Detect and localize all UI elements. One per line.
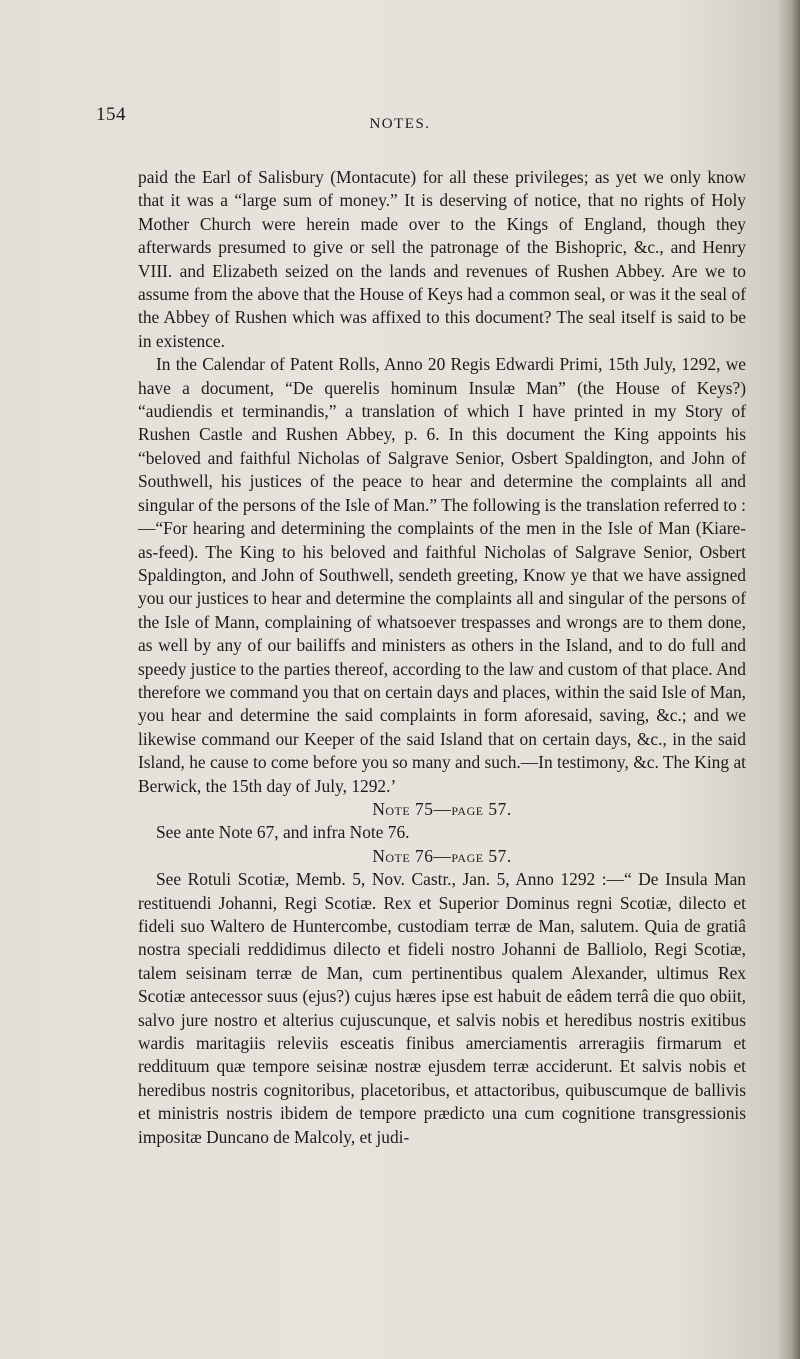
note-76-text: See Rotuli Scotiæ, Memb. 5, Nov. Castr., Jan. 5, Anno 1292 :—“ De Insula Man restituendi Johanni, Regi Scotiæ. Rex et Superior Dominus regni Scotiæ, dilecto et fideli suo Waltero de Huntercombe, custodiam terræ de Man, salutem. Quia de gratiâ nostra speciali reddidimus dilecto et fideli nostro Johanni de Balliolo, Regi Scotiæ, talem seisinam terræ de Man, cum pertinentibus qualem Alexander, ultimus Rex Scotiæ antecessor suus (ejus?) cujus hæres ipse est habuit de eâdem terrâ die quo obiit, salvo jure nostro et alterius cujuscunque, et salvis nobis et heredibus nostris exitibus wardis maritagiis releviis esceatis finibus amerciamentis arreragiis firmarum et reddituum quæ tempore seisinæ nostræ ejusdem terræ acciderunt. Et salvis nobis et heredibus nostris cognitoribus, placetoribus, et attactoribus, quibuscumque de ballivis et ministris nostris ibidem de tempore prædicto una cum cognitione transgressionis impositæ Duncano de Malcoly, et judi- [138, 869, 746, 1147]
body-text [138, 166, 746, 1149]
running-head: NOTES. [369, 116, 431, 132]
page-number: 154 [96, 104, 126, 125]
page-edge-shadow [778, 0, 800, 1359]
note-75-heading: Note 75—page 57. [372, 798, 512, 819]
paragraph-continuation: paid the Earl of Salisbury (Montacute) for all these privileges; as yet we only know that it was a “large sum of money.” It is deserving of notice, that no rights of Holy Mother Church were herein made over to the Kings of England, though they afterwards presumed to give or sell the patronage of the Bishopric, &c., and Henry VIII. and Elizabeth seized on the lands and revenues of Rushen Abbey. Are we to assume from the above that the House of Keys had a common seal, or was it the seal of the Abbey of Rushen which was affixed to this document? The seal itself is said to be in existence. [138, 167, 746, 351]
note-76-heading: Note 76—page 57. [372, 845, 512, 866]
paragraph-patent-rolls: In the Calendar of Patent Rolls, Anno 20 Regis Edwardi Primi, 15th July, 1292, we have a document, “De querelis hominum Insulæ Man” (the House of Keys?) “audiendis et terminandis,” a translation of which I have printed in my Story of Rushen Castle and Rushen Abbey, p. 6. In this document the King appoints his “beloved and faithful Nicholas of Salgrave Senior, Osbert Spaldington, and John of Southwell, his justices of the peace to hear and determine the complaints all and singular of the persons of the Isle of Man.” The following is the translation referred to :—“For hearing and determining the complaints of the men in the Isle of Man (Kiare-as-feed). The King to his beloved and faithful Nicholas of Salgrave Senior, Osbert Spaldington, and John of Southwell, sendeth greeting, Know ye that we have assigned you our justices to hear and determine the complaints all and singular of the persons of the Isle of Mann, complaining of whatsoever trespasses and wrongs are to them done, as well by any of our bailiffs and ministers as others in the Island, and to do full and speedy justice to the parties thereof, according to the law and custom of that place. And therefore we command you that on certain days and places, within the said Isle of Man, you hear and determine the said complaints in form aforesaid, saving, &c.; and we likewise command our Keeper of the said Island that on certain days, &c., in the said Island, he cause to come before you so many and such.—In testimony, &c. The King at Berwick, the 15th day of July, 1292.’ [138, 354, 746, 796]
note-75-text: See ante Note 67, and infra Note 76. [156, 822, 410, 843]
